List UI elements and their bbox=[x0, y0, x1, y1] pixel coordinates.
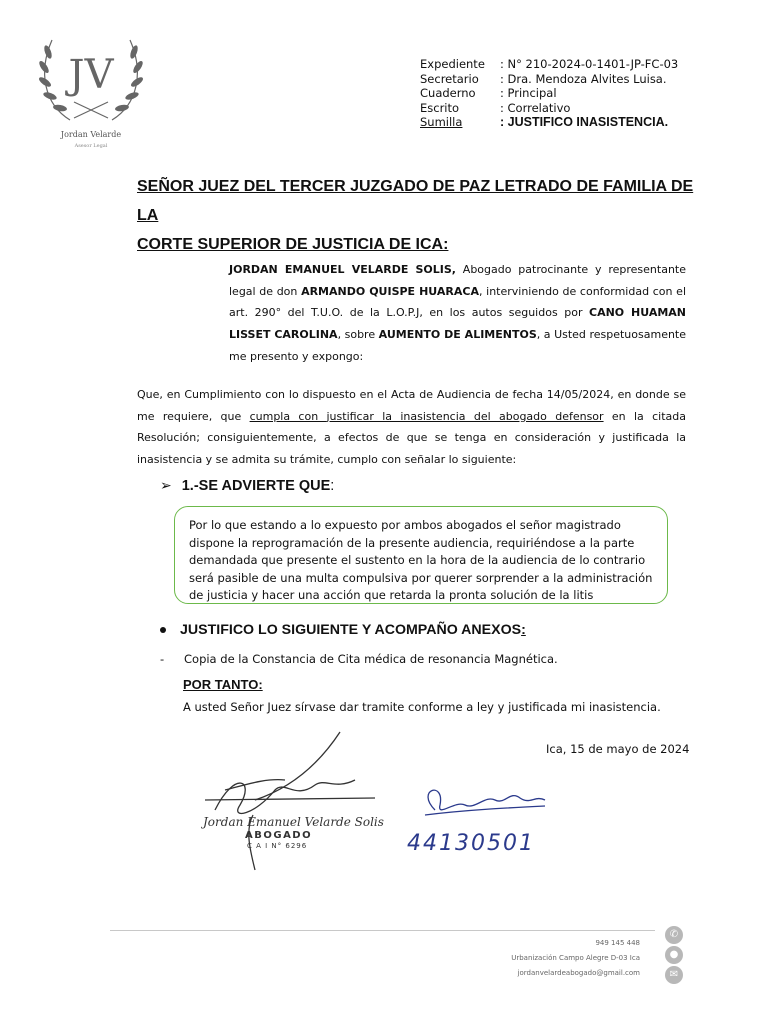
brand-name: Jordan Velarde bbox=[60, 130, 122, 139]
monogram-text: JV bbox=[68, 52, 114, 98]
meta-row-escrito bbox=[420, 101, 678, 116]
meta-row-sumilla bbox=[420, 115, 678, 130]
annex-dash: - bbox=[160, 652, 165, 666]
body-text: en la citada Resolución; consiguientemente, a efectos de que se tenga en consideración y justificada la inasistencia y se admita su trámite, cumplo con señalar lo siguiente: bbox=[137, 409, 686, 466]
opponent-name: CANO HUAMAN LISSET CAROLINA bbox=[229, 306, 687, 342]
intro-paragraph bbox=[229, 259, 686, 368]
firm-logo bbox=[30, 22, 152, 150]
document-heading bbox=[137, 172, 697, 259]
meta-label: Expediente bbox=[420, 57, 485, 71]
client-name: ARMANDO QUISPE HUARACA bbox=[301, 284, 479, 298]
section-se-advierte bbox=[160, 477, 334, 494]
body-underlined-text: cumpla con justificar la inasistencia del abogado defensor bbox=[249, 409, 604, 423]
meta-value: : Principal bbox=[500, 86, 557, 100]
section-title: SE ADVIERTE QUE bbox=[198, 477, 331, 494]
email-icon: ✉ bbox=[665, 966, 683, 984]
footer-address: Urbanización Campo Alegre D-03 Ica bbox=[511, 954, 640, 962]
body-text: Que, en Cumplimiento con lo dispuesto en el Acta de Audiencia de fecha 14/05/2024, en donde se me requiere, que bbox=[137, 388, 686, 423]
meta-value: : Correlativo bbox=[500, 100, 571, 115]
lawyer-name: JORDAN EMANUEL VELARDE SOLIS, bbox=[229, 263, 456, 276]
handwritten-signature-icon bbox=[195, 730, 385, 880]
section-colon: : bbox=[521, 622, 526, 638]
heading-line-2: CORTE SUPERIOR DE JUSTICIA DE ICA: bbox=[137, 236, 449, 253]
heading-line-1: SEÑOR JUEZ DEL TERCER JUZGADO DE PAZ LETRADO DE FAMILIA DE LA bbox=[137, 178, 694, 224]
bullet-dot-icon bbox=[160, 627, 166, 633]
brand-tagline: Asesor Legal bbox=[74, 143, 108, 149]
sumilla-label: Sumilla bbox=[420, 115, 463, 129]
por-tanto-label: POR TANTO: bbox=[183, 677, 263, 692]
por-tanto-text: A usted Señor Juez sírvase dar tramite conforme a ley y justificada mi inasistencia. bbox=[183, 700, 661, 714]
case-metadata bbox=[420, 57, 678, 130]
highlight-box bbox=[174, 506, 668, 604]
footer-phone: 949 145 448 bbox=[595, 939, 640, 947]
client-signature bbox=[395, 770, 565, 860]
meta-label: Escrito bbox=[420, 100, 460, 115]
footer-contact bbox=[480, 936, 640, 981]
intro-text: Abogado patrocinante y representante legal de don bbox=[229, 263, 686, 298]
meta-row-secretario bbox=[420, 72, 678, 87]
arrow-bullet-icon: ➢ bbox=[160, 477, 172, 493]
meta-row-cuaderno bbox=[420, 86, 678, 101]
stamp-name: Jordan Emanuel Velarde Solis bbox=[203, 815, 384, 829]
case-matter: AUMENTO DE ALIMENTOS bbox=[378, 328, 537, 342]
highlight-box-text: Por lo que estando a lo expuesto por ambos abogados el señor magistrado dispone la reprogramación de la presente audiencia, requiriéndose a la parte demandada que presente el sustento en la hora de la audiencia de lo contrario será pasible de una multa compulsiva por querer sorprender a la administración de justicia y hacer una acción que retarda la pronta solución de la litis bbox=[189, 518, 653, 602]
stamp-reg: C A I N° 6296 bbox=[247, 842, 308, 850]
meta-value: : Dra. Mendoza Alvites Luisa. bbox=[500, 71, 667, 86]
phone-icon: ✆ bbox=[665, 926, 683, 944]
intro-text: , a Usted respetuosamente me presento y expongo: bbox=[229, 328, 687, 363]
laurel-monogram-icon bbox=[30, 22, 152, 130]
section-justifico bbox=[160, 622, 526, 638]
meta-label: Cuaderno bbox=[420, 86, 476, 100]
footer-divider bbox=[110, 930, 655, 931]
stamp-title: ABOGADO bbox=[245, 830, 313, 841]
location-icon: ● bbox=[665, 946, 683, 964]
signer-dni: 44130501 bbox=[407, 831, 535, 856]
sumilla-value: : JUSTIFICO INASISTENCIA. bbox=[500, 115, 669, 129]
section-title: JUSTIFICO LO SIGUIENTE Y ACOMPAÑO ANEXOS bbox=[180, 622, 522, 638]
footer-email: jordanvelardeabogado@gmail.com bbox=[517, 969, 640, 977]
document-date: Ica, 15 de mayo de 2024 bbox=[546, 742, 690, 756]
lawyer-signature-stamp bbox=[195, 730, 385, 880]
section-number: 1.- bbox=[181, 477, 199, 494]
body-paragraph bbox=[137, 384, 686, 470]
meta-value: : N° 210-2024-0-1401-JP-FC-03 bbox=[500, 57, 679, 71]
meta-row-expediente bbox=[420, 57, 678, 72]
annex-item: Copia de la Constancia de Cita médica de resonancia Magnética. bbox=[184, 652, 558, 666]
intro-text: , interviniendo de conformidad con el art. 290° del T.U.O. de la L.O.P.J, en los autos seguidos por bbox=[229, 284, 686, 320]
meta-label: Secretario bbox=[420, 71, 479, 86]
handwritten-signature-icon bbox=[395, 770, 565, 860]
intro-text: , sobre bbox=[337, 328, 379, 342]
section-colon: : bbox=[330, 477, 335, 494]
